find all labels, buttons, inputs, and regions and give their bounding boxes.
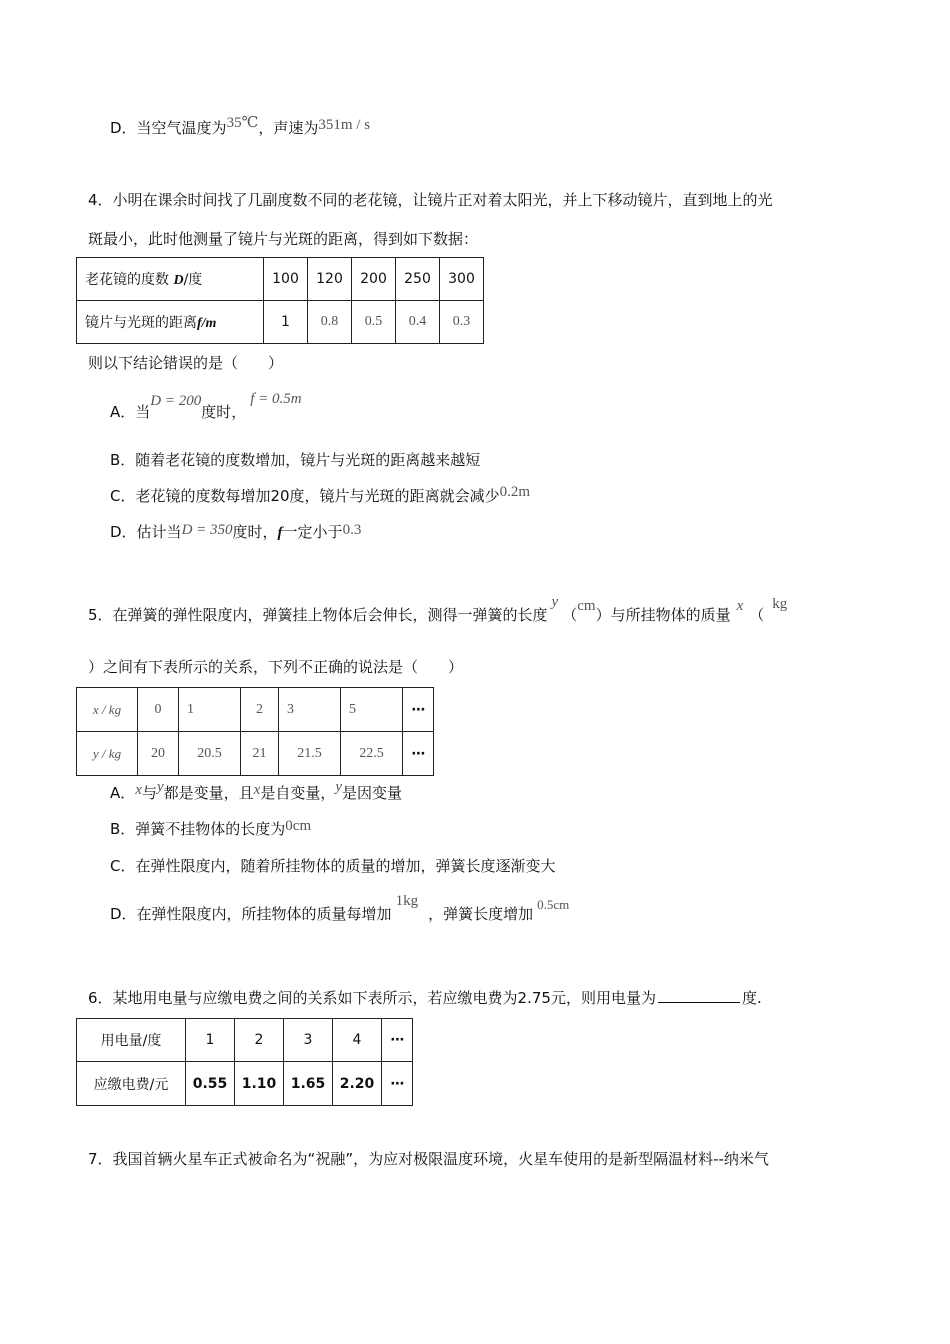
q6-stem: 6．某地用电量与应缴电费之间的关系如下表所示，若应缴电费为2.75元，则用电量为 度.: [88, 989, 762, 1007]
q5-table-cell: 20: [138, 732, 179, 776]
q5-table-ellipsis: ⋯: [403, 688, 434, 732]
q5-table-header-y: y / kg: [77, 732, 138, 776]
q5-table-cell: 20.5: [179, 732, 241, 776]
q5-table-cell: 21: [241, 732, 279, 776]
q3-option-d: D．当空气温度为35℃，声速为351m / s: [110, 115, 371, 137]
q5-option-c: C．在弹性限度内，随着所挂物体的质量的增加，弹簧长度逐渐变大: [110, 857, 556, 875]
q6-data-table: [76, 1018, 413, 1106]
q5-table-cell: 21.5: [279, 732, 341, 776]
q4-option-b: B．随着老花镜的度数增加，镜片与光斑的距离越来越短: [110, 451, 481, 469]
q5-stem-line1: 5．在弹簧的弹性限度内，弹簧挂上物体后会伸长，测得一弹簧的长度y（cm）与所挂物体的质量 x （kg: [88, 594, 788, 624]
q6-table-cell: 2: [235, 1019, 284, 1062]
q5-stem-line2: ）之间有下表所示的关系，下列不正确的说法是（ ）: [88, 658, 464, 676]
q4-table-cell: 120: [308, 258, 352, 301]
q6-table-cell: 1.65: [284, 1062, 333, 1106]
q5-option-d: D．在弹性限度内，所挂物体的质量每增加1kg，弹簧长度增加0.5cm: [110, 893, 570, 923]
q4-table-cell: 0.8: [308, 301, 352, 344]
temperature-math: 35℃: [226, 115, 259, 131]
q6-table-header-fee: 应缴电费/元: [77, 1062, 186, 1106]
q7-stem-line1: 7．我国首辆火星车正式被命名为“祝融”，为应对极限温度环境，火星车使用的是新型隔温材料--纳米气: [88, 1150, 769, 1168]
q5-option-b: B．弹簧不挂物体的长度为0cm: [110, 818, 312, 838]
q4-table-cell: 200: [352, 258, 396, 301]
q5-option-a: A．x与y都是变量，且x是自变量，y是因变量: [110, 779, 403, 802]
q5-data-table: [76, 687, 434, 776]
q4-table-header-distance: 镜片与光斑的距离f/m: [77, 301, 264, 344]
q6-table-ellipsis: ⋯: [382, 1019, 413, 1062]
q4-table-header-degree: 老花镜的度数 D/度: [77, 258, 264, 301]
q4-table-cell: 300: [440, 258, 484, 301]
q4-option-d: D．估计当D = 350度时，f一定小于0.3: [110, 522, 362, 541]
q6-table-cell: 4: [333, 1019, 382, 1062]
q6-table-cell: 0.55: [186, 1062, 235, 1106]
q6-table-ellipsis: ⋯: [382, 1062, 413, 1106]
q6-table-header-usage: 用电量/度: [77, 1019, 186, 1062]
q4-option-c: C．老花镜的度数每增加20度，镜片与光斑的距离就会减少0.2m: [110, 484, 530, 505]
q6-table-cell: 1.10: [235, 1062, 284, 1106]
q5-table-ellipsis: ⋯: [403, 732, 434, 776]
q5-table-header-x: x / kg: [77, 688, 138, 732]
speed-math: 351m / s: [318, 117, 371, 133]
q5-table-cell: 2: [241, 688, 279, 732]
q4-data-table: [76, 257, 484, 344]
q4-option-a: A．当D = 200度时，f = 0.5m: [110, 391, 302, 421]
q5-table-cell: 0: [138, 688, 179, 732]
q5-table-cell: 5: [341, 688, 403, 732]
q4-table-cell: 0.4: [396, 301, 440, 344]
q4-stem-line1: 4．小明在课余时间找了几副度数不同的老花镜，让镜片正对着太阳光，并上下移动镜片，直到地上的光: [88, 191, 773, 209]
q4-table-cell: 0.5: [352, 301, 396, 344]
q5-table-cell: 22.5: [341, 732, 403, 776]
q4-table-cell: 100: [264, 258, 308, 301]
q4-stem-line2: 斑最小，此时他测量了镜片与光斑的距离，得到如下数据：: [88, 230, 479, 248]
q4-question: 则以下结论错误的是（ ）: [88, 354, 284, 372]
q6-table-cell: 3: [284, 1019, 333, 1062]
q4-table-cell: 0.3: [440, 301, 484, 344]
q6-table-cell: 2.20: [333, 1062, 382, 1106]
q6-table-cell: 1: [186, 1019, 235, 1062]
answer-blank[interactable]: [658, 988, 740, 1003]
q4-table-cell: 1: [264, 301, 308, 344]
q4-table-cell: 250: [396, 258, 440, 301]
q5-table-cell: 1: [179, 688, 241, 732]
q5-table-cell: 3: [279, 688, 341, 732]
